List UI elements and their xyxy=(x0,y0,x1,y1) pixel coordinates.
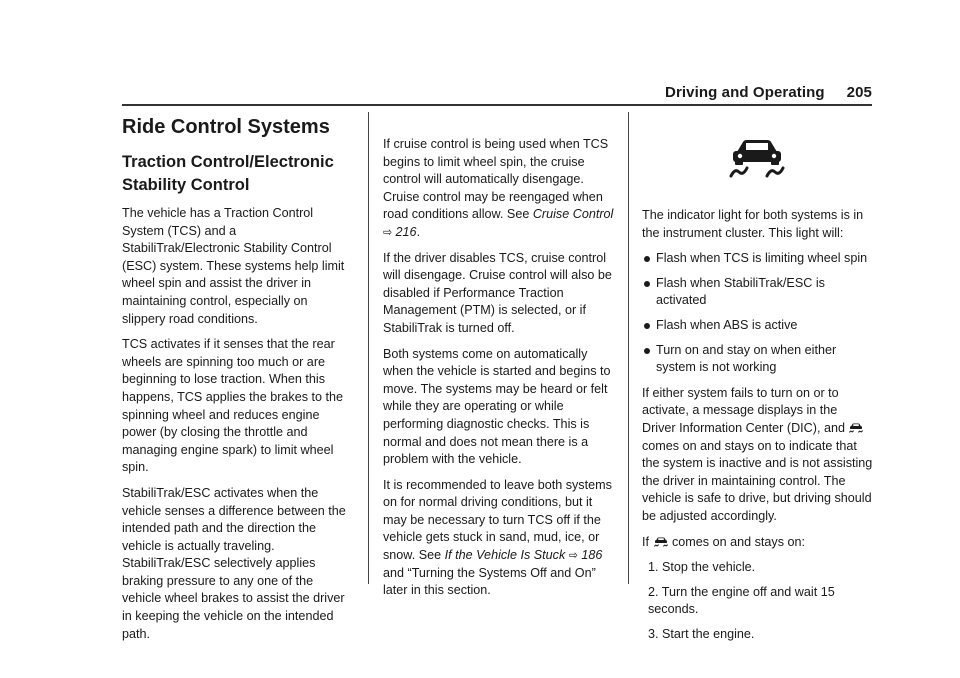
header-rule xyxy=(122,104,872,106)
paragraph: The indicator light for both systems is in the instrument cluster. This light will: xyxy=(642,208,864,240)
page-ref[interactable]: 216 xyxy=(395,224,417,239)
column-2 xyxy=(383,136,615,608)
subsection-title: Traction Control/Electronic Stability Control xyxy=(122,153,334,194)
paragraph: Both systems come on automatically when the vehicle is started and begins to move. The systems may be heard or felt while they are operating or while performing diagnostic checks. This is normal and does not mean there is a problem with the vehicle. xyxy=(383,346,611,467)
cross-reference-cruise-control[interactable]: Cruise Control xyxy=(532,207,614,222)
page-ref-arrow-icon: ⇨ xyxy=(383,224,393,239)
cross-reference-vehicle-stuck[interactable]: If the Vehicle Is Stuck xyxy=(444,548,566,563)
paragraph xyxy=(642,534,874,552)
paragraph-text: comes on and stays on to indicate that the system is inactive and is not assisting the driver in maintaining control. The vehicle is safe to drive, but driving should be adjusted accordingly. xyxy=(642,438,873,523)
indicator-behavior-list xyxy=(642,250,874,377)
page-ref[interactable]: 186 xyxy=(581,548,603,563)
paragraph xyxy=(642,385,874,526)
header-section: Driving and Operating xyxy=(665,84,825,101)
paragraph: TCS activates if it senses that the rear wheels are spinning too much or are beginning to lose traction. When this happens, TCS applies the brakes to the spinning wheel and reduces engine power (by closing the throttle and managing engine spark) to limit wheel spin. xyxy=(122,337,343,475)
traction-control-icon xyxy=(653,535,669,549)
paragraph xyxy=(383,136,615,242)
paragraph-text: and “Turning the Systems Off and On” later in this section. xyxy=(383,565,596,598)
list-item: Flash when TCS is limiting wheel spin xyxy=(642,250,874,268)
steps-list xyxy=(642,559,874,643)
section-title: Ride Control Systems xyxy=(122,116,330,138)
list-item: Turn on and stay on when either system is not working xyxy=(642,342,874,377)
paragraph-text: It is recommended to leave both systems on for normal driving conditions, but it may be necessary to turn TCS off if the vehicle gets stuck in sand, mud, ice, or snow. See xyxy=(383,477,612,563)
list-item: 3. Start the engine. xyxy=(648,626,755,641)
list-item: 1. Stop the vehicle. xyxy=(648,560,756,575)
page-header xyxy=(665,84,872,101)
column-1 xyxy=(122,112,354,651)
page-number: 205 xyxy=(846,84,872,101)
paragraph: StabiliTrak/ESC activates when the vehicle senses a difference between the intended path and the direction the vehicle is actually traveling. StabiliTrak/ESC selectively applies braking pressure to any one of the vehicle wheel brakes to assist the driver in keeping the vehicle on the intended path. xyxy=(122,485,346,641)
list-item: Flash when ABS is active xyxy=(642,317,874,335)
page-ref-arrow-icon: ⇨ xyxy=(568,548,578,563)
paragraph-text: If either system fails to turn on or to activate, a message displays in the Driver Information Center (DIC), and xyxy=(642,385,849,435)
paragraph xyxy=(383,477,615,600)
paragraph-text: . xyxy=(416,224,421,239)
traction-control-icon xyxy=(848,421,864,435)
paragraph: If the driver disables TCS, cruise control will disengage. Cruise control will also be disabled if Performance Traction Management (PTM) is selected, or if StabiliTrak is turned off. xyxy=(383,250,612,335)
paragraph-text: If xyxy=(642,534,653,549)
column-divider xyxy=(368,112,369,584)
traction-control-icon xyxy=(725,138,789,178)
list-item: Flash when StabiliTrak/ESC is activated xyxy=(642,275,874,310)
paragraph-text: If cruise control is being used when TCS begins to limit wheel spin, the cruise control will automatically disengage. Cruise control may be reengaged when road conditions allow. See xyxy=(383,137,609,222)
column-divider xyxy=(628,112,629,584)
paragraph-text: comes on and stays on: xyxy=(668,534,806,549)
paragraph: The vehicle has a Traction Control System (TCS) and a StabiliTrak/Electronic Stability Control (ESC) system. These systems help limit wheel spin and assist the driver in maintaining control, especially on slippery road conditions. xyxy=(122,206,345,326)
list-item: 2. Turn the engine off and wait 15 seconds. xyxy=(648,584,835,617)
column-3 xyxy=(642,207,874,650)
